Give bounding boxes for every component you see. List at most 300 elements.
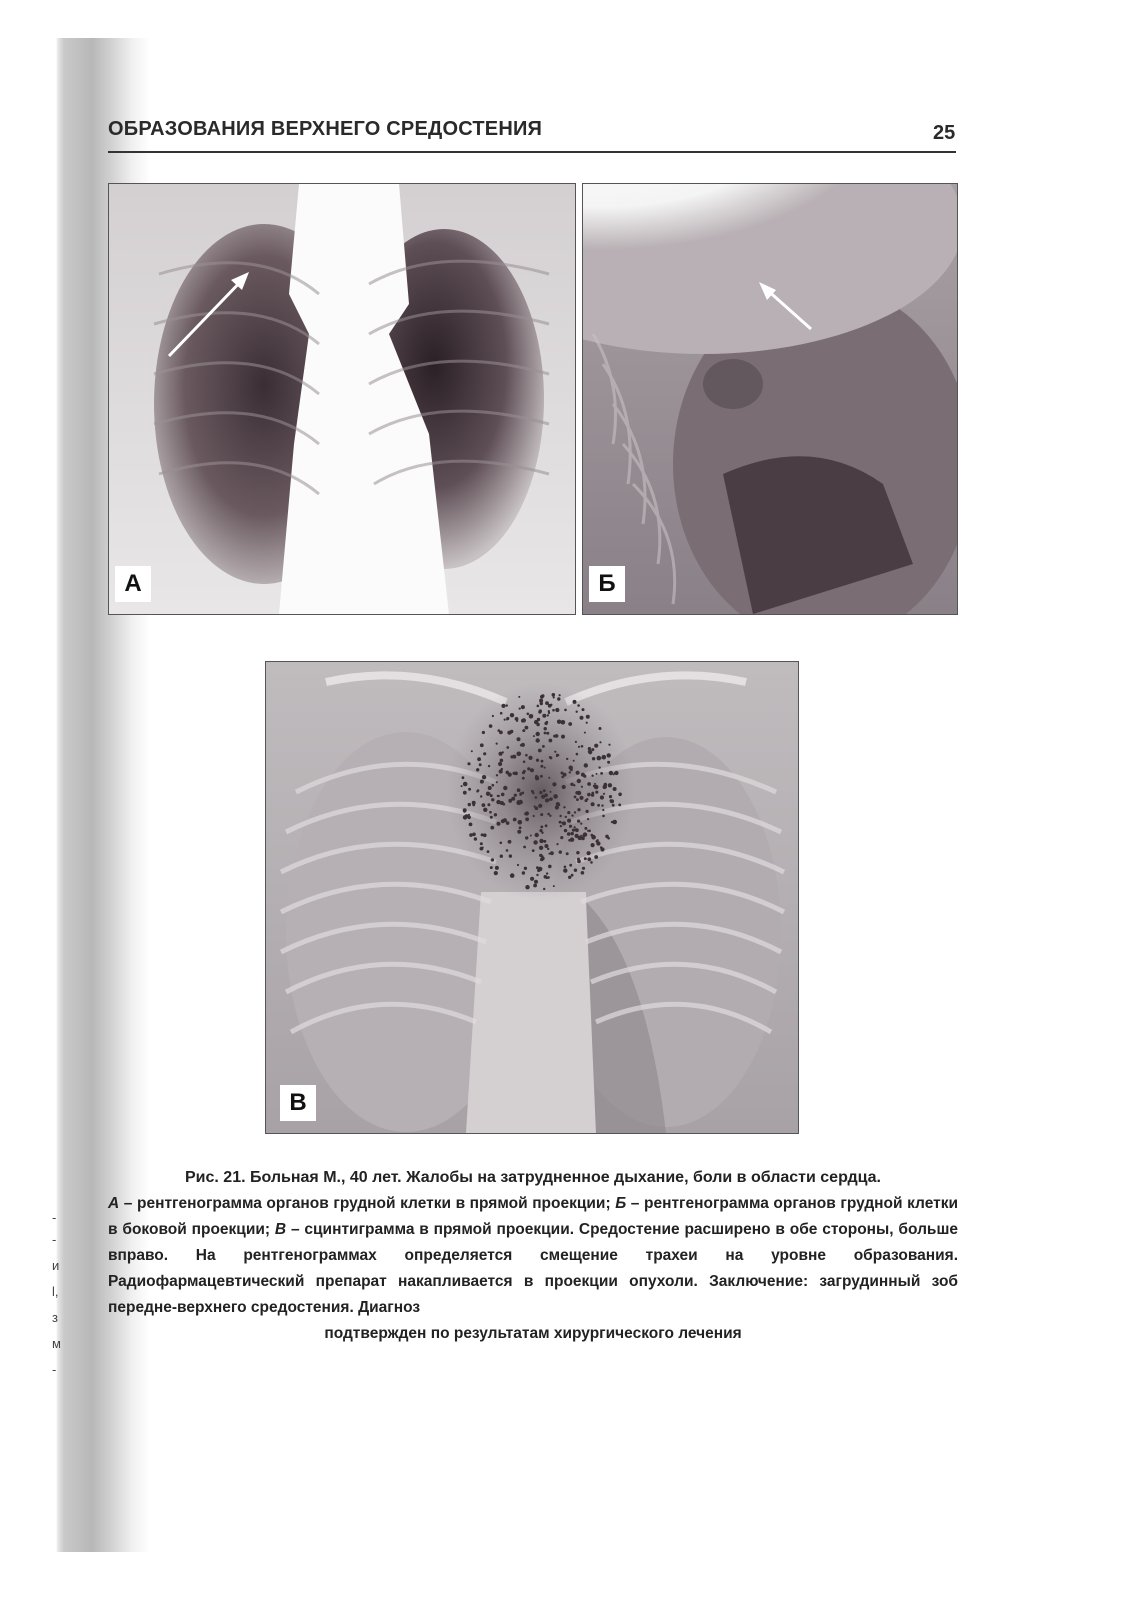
margin-mark: l, xyxy=(52,1284,59,1299)
tracer-dot xyxy=(545,845,548,848)
tracer-dot xyxy=(577,820,580,823)
tracer-dot xyxy=(533,735,535,737)
tracer-dot xyxy=(548,777,550,779)
tracer-dot xyxy=(522,771,525,774)
tracer-dot xyxy=(508,773,512,777)
tracer-dot xyxy=(496,800,500,804)
tracer-dot xyxy=(482,731,485,734)
tracer-dot xyxy=(525,726,529,730)
tracer-dot xyxy=(594,855,598,859)
tracer-dot xyxy=(480,743,484,747)
tracer-dot xyxy=(545,824,548,827)
tracer-dot xyxy=(549,756,552,759)
tracer-dot xyxy=(553,885,555,887)
tracer-dot xyxy=(500,712,503,715)
tracer-dot xyxy=(564,829,567,832)
tracer-dot xyxy=(564,709,567,712)
tracer-dot xyxy=(557,720,561,724)
tracer-dot xyxy=(612,804,615,807)
tracer-dot xyxy=(550,851,554,855)
tracer-dot xyxy=(570,768,573,771)
tracer-dot xyxy=(467,762,470,765)
tracer-dot xyxy=(510,713,514,717)
tracer-dot xyxy=(522,729,525,732)
tracer-dot xyxy=(480,780,484,784)
tracer-dot xyxy=(533,840,537,844)
tracer-dot xyxy=(544,767,546,769)
tracer-dot xyxy=(550,704,552,706)
tracer-dot xyxy=(552,709,555,712)
tracer-dot xyxy=(552,782,556,786)
tracer-dot xyxy=(462,776,465,779)
tracer-dot xyxy=(573,760,575,762)
tracer-dot xyxy=(587,782,591,786)
tracer-dot xyxy=(579,796,583,800)
tracer-dot xyxy=(543,789,546,792)
caption-letter-a: А xyxy=(108,1195,120,1212)
tracer-dot xyxy=(507,731,511,735)
tracer-dot xyxy=(549,815,551,817)
tracer-dot xyxy=(576,798,579,801)
tracer-dot xyxy=(572,829,575,832)
tracer-dot xyxy=(519,794,521,796)
tracer-dot xyxy=(555,708,559,712)
tracer-dot xyxy=(548,853,550,855)
tracer-dot xyxy=(571,814,573,816)
panel-label-b: Б xyxy=(589,566,625,602)
tracer-dot xyxy=(491,798,494,801)
caption-letter-b: Б xyxy=(615,1195,627,1212)
tracer-dot xyxy=(584,763,588,767)
panel-label-a: А xyxy=(115,566,151,602)
tracer-dot xyxy=(535,833,539,837)
tracer-dot xyxy=(618,804,621,807)
tracer-dot xyxy=(550,791,552,793)
tracer-dot xyxy=(586,798,588,800)
tracer-dot xyxy=(542,714,546,718)
tracer-dot xyxy=(613,787,617,791)
tracer-dot xyxy=(592,757,595,760)
tracer-dot xyxy=(601,804,603,806)
tracer-dot xyxy=(540,765,543,768)
tracer-dot xyxy=(524,812,527,815)
tracer-dot xyxy=(618,793,622,797)
tracer-dot xyxy=(548,865,552,869)
margin-mark: и xyxy=(52,1258,60,1273)
tracer-dot xyxy=(569,825,572,828)
running-header-title: ОБРАЗОВАНИЯ ВЕРХНЕГО СРЕДОСТЕНИЯ xyxy=(108,118,543,140)
tracer-dot xyxy=(518,696,520,698)
tracer-dot xyxy=(587,857,591,861)
tracer-dot xyxy=(591,843,595,847)
tracer-dot xyxy=(501,704,505,708)
tracer-dot xyxy=(535,775,538,778)
tracer-dot xyxy=(480,847,484,851)
tracer-dot xyxy=(539,791,542,794)
tracer-dot xyxy=(561,720,566,725)
tracer-dot xyxy=(582,867,585,870)
tracer-dot xyxy=(548,799,550,801)
tracer-dot xyxy=(591,802,595,806)
tracer-dot xyxy=(596,841,600,845)
tracer-dot xyxy=(529,714,534,719)
tracer-dot xyxy=(561,735,565,739)
tracer-dot xyxy=(472,801,476,805)
tracer-dot xyxy=(492,784,495,787)
tracer-dot xyxy=(584,732,586,734)
tracer-dot xyxy=(469,823,473,827)
tracer-dot xyxy=(512,755,516,759)
tracer-dot xyxy=(574,869,577,872)
tracer-dot xyxy=(576,711,578,713)
tracer-dot xyxy=(553,794,558,799)
tracer-dot xyxy=(556,843,558,845)
tracer-dot xyxy=(534,720,538,724)
tracer-dot xyxy=(566,758,568,760)
tracer-dot xyxy=(492,715,494,717)
tracer-dot xyxy=(540,813,543,816)
tracer-dot xyxy=(571,874,574,877)
caption-text-c: – сцинтиграмма в прямой проекции. Средостение расширено в обе стороны, больше вправо. На рентгенограммах определяется смещение трахеи на уровне образования. Радиофармацевтический препарат накапливается в проекции опухоли. Заключение: загрудинный зоб передне-верхнего средостения. Диагноз xyxy=(108,1221,958,1316)
tracer-dot xyxy=(463,782,468,787)
tracer-dot xyxy=(583,832,587,836)
tracer-dot xyxy=(547,813,550,816)
tracer-dot xyxy=(546,872,548,874)
tracer-dot xyxy=(569,864,572,867)
tracer-dot xyxy=(591,775,593,777)
margin-mark: - xyxy=(52,1362,57,1377)
tracer-dot xyxy=(542,745,545,748)
tracer-dot xyxy=(554,751,556,753)
tracer-dot xyxy=(499,731,503,735)
tracer-dot xyxy=(591,792,594,795)
tracer-dot xyxy=(557,754,559,756)
tracer-dot xyxy=(530,768,534,772)
tracer-dot xyxy=(570,783,573,786)
tracer-dot xyxy=(568,839,571,842)
tracer-dot xyxy=(517,864,519,866)
tracer-dot xyxy=(540,826,543,829)
tracer-dot xyxy=(494,871,498,875)
tracer-dot xyxy=(581,773,585,777)
tracer-dot xyxy=(568,722,572,726)
page-top-margin xyxy=(0,0,150,38)
page-bottom-margin xyxy=(0,1552,150,1600)
tracer-dot xyxy=(608,744,610,746)
tracer-dot xyxy=(556,802,560,806)
tracer-dot xyxy=(559,850,562,853)
tracer-dot xyxy=(519,708,521,710)
tracer-dot xyxy=(490,826,494,830)
page-number: 25 xyxy=(933,122,956,144)
tracer-dot xyxy=(525,885,529,889)
tracer-dot xyxy=(594,783,596,785)
tracer-dot xyxy=(573,700,577,704)
tracer-dot xyxy=(513,818,517,822)
tracer-dot xyxy=(518,800,523,805)
tracer-dot xyxy=(517,752,522,757)
tracer-dot xyxy=(544,875,548,879)
tracer-dot xyxy=(536,732,540,736)
tracer-dot xyxy=(490,816,493,819)
tracer-dot xyxy=(599,757,601,759)
tracer-dot xyxy=(586,715,590,719)
tracer-dot xyxy=(600,772,603,775)
tracer-dot xyxy=(497,795,499,797)
tracer-dot xyxy=(535,796,538,799)
tracer-dot xyxy=(483,752,486,755)
tracer-dot xyxy=(532,849,535,852)
tracer-dot xyxy=(543,840,546,843)
tracer-dot xyxy=(521,743,525,747)
tracer-dot xyxy=(613,773,615,775)
tracer-dot xyxy=(539,709,542,712)
tracer-dot xyxy=(501,793,505,797)
tracer-dot xyxy=(552,693,556,697)
tracer-dot xyxy=(525,817,529,821)
tracer-dot xyxy=(591,748,594,751)
tracer-dot xyxy=(587,851,591,855)
tracer-dot xyxy=(517,737,521,741)
tracer-dot xyxy=(544,727,547,730)
tracer-dot xyxy=(603,793,605,795)
tracer-dot xyxy=(600,847,604,851)
tracer-dot xyxy=(533,884,537,888)
tracer-dot xyxy=(504,719,506,721)
tracer-dot xyxy=(510,873,515,878)
tracer-dot xyxy=(544,732,547,735)
tracer-dot xyxy=(501,819,505,823)
tracer-dot xyxy=(577,704,580,707)
caption-text-a: – рентгенограмма органов грудной клетки в прямой проекции; xyxy=(119,1195,616,1212)
margin-mark: - xyxy=(52,1232,57,1247)
tracer-dot xyxy=(569,771,571,773)
tracer-dot xyxy=(547,714,549,716)
tracer-dot xyxy=(581,871,585,875)
tracer-dot xyxy=(534,880,538,884)
tracer-dot xyxy=(537,705,540,708)
tracer-dot xyxy=(521,705,525,709)
tracer-dot xyxy=(543,888,545,890)
scintigram-image xyxy=(266,662,798,1133)
tracer-dot xyxy=(541,855,544,858)
tracer-dot xyxy=(518,820,523,825)
tracer-dot xyxy=(536,866,539,869)
tracer-dot xyxy=(547,876,550,879)
tracer-dot xyxy=(513,772,516,775)
tracer-dot xyxy=(577,808,580,811)
tracer-dot xyxy=(545,701,549,705)
tracer-dot xyxy=(506,704,508,706)
tracer-dot xyxy=(506,821,510,825)
tracer-dot xyxy=(481,833,484,836)
tracer-dot xyxy=(544,793,548,797)
tracer-dot xyxy=(498,762,502,766)
tracer-dot xyxy=(517,788,521,792)
tracer-dot xyxy=(539,829,542,832)
tracer-dot xyxy=(500,855,503,858)
tracer-dot xyxy=(469,833,473,837)
tracer-dot xyxy=(555,734,559,738)
tracer-dot xyxy=(553,696,555,698)
tracer-dot xyxy=(540,858,544,862)
tracer-dot xyxy=(586,810,589,813)
tracer-dot xyxy=(491,858,494,861)
tracer-dot xyxy=(607,753,611,757)
tracer-dot xyxy=(564,866,567,869)
tracer-dot xyxy=(544,722,547,725)
tracer-dot xyxy=(576,771,580,775)
tracer-dot xyxy=(496,774,498,776)
tracer-dot xyxy=(463,810,466,813)
tracer-dot xyxy=(496,781,498,783)
tracer-dot xyxy=(501,768,503,770)
tracer-dot xyxy=(596,773,598,775)
tracer-dot xyxy=(471,750,473,752)
tracer-dot xyxy=(571,832,574,835)
tracer-dot xyxy=(597,804,600,807)
tracer-dot xyxy=(548,710,550,712)
tracer-dot xyxy=(563,806,565,808)
xray-frontal-panel xyxy=(108,183,576,615)
tracer-dot xyxy=(500,759,504,763)
tracer-dot xyxy=(488,765,490,767)
tracer-dot xyxy=(487,850,490,853)
tracer-dot xyxy=(497,822,501,826)
tracer-dot xyxy=(562,785,566,789)
tracer-dot xyxy=(536,738,540,742)
tracer-dot xyxy=(539,699,543,703)
tracer-dot xyxy=(587,830,589,832)
tracer-dot xyxy=(559,815,561,817)
tracer-dot xyxy=(599,727,602,730)
tracer-dot xyxy=(515,717,519,721)
tracer-dot xyxy=(574,811,576,813)
tracer-dot xyxy=(595,791,598,794)
tracer-dot xyxy=(508,799,512,803)
tracer-dot xyxy=(567,819,571,823)
tracer-dot xyxy=(527,713,530,716)
tracer-dot xyxy=(575,834,579,838)
margin-mark: м xyxy=(52,1336,61,1351)
tracer-dot xyxy=(468,788,471,791)
tracer-dot xyxy=(546,732,549,735)
tracer-dot xyxy=(549,739,553,743)
tracer-dot xyxy=(522,777,525,780)
tracer-dot xyxy=(538,804,542,808)
tracer-dot xyxy=(575,741,577,743)
tracer-dot xyxy=(509,854,512,857)
panel-label-c: В xyxy=(280,1085,316,1121)
tracer-dot xyxy=(575,828,579,832)
tracer-dot xyxy=(523,761,526,764)
tracer-dot xyxy=(587,818,589,820)
tracer-dot xyxy=(576,851,579,854)
tracer-dot xyxy=(587,793,591,797)
tracer-dot xyxy=(482,775,486,779)
tracer-dot xyxy=(524,867,527,870)
tracer-dot xyxy=(563,868,567,872)
tracer-dot xyxy=(611,821,613,823)
tracer-dot xyxy=(522,871,525,874)
tracer-dot xyxy=(502,751,504,753)
tracer-dot xyxy=(565,816,567,818)
tracer-dot xyxy=(600,795,604,799)
tracer-dot xyxy=(581,786,583,788)
tracer-dot xyxy=(608,783,612,787)
tracer-dot xyxy=(581,837,585,841)
tracer-dot xyxy=(479,763,482,766)
xray-lateral-panel xyxy=(582,183,958,615)
tracer-dot xyxy=(486,792,489,795)
tracer-dot xyxy=(578,746,580,748)
tracer-dot xyxy=(604,783,608,787)
tracer-dot xyxy=(588,750,592,754)
tracer-dot xyxy=(503,803,506,806)
tracer-dot xyxy=(576,753,579,756)
tracer-dot xyxy=(591,835,596,840)
tracer-dot xyxy=(599,741,601,743)
tracer-dot xyxy=(465,814,469,818)
tracer-dot xyxy=(536,874,538,876)
margin-mark: з xyxy=(52,1310,58,1325)
tracer-dot xyxy=(506,746,509,749)
tracer-dot xyxy=(463,791,467,795)
tracer-dot xyxy=(581,745,584,748)
tracer-dot xyxy=(490,794,493,797)
tracer-dot xyxy=(609,771,613,775)
tracer-dot xyxy=(574,826,576,828)
tracer-dot xyxy=(508,840,512,844)
margin-mark: - xyxy=(52,1210,57,1225)
tracer-dot xyxy=(539,839,543,843)
tracer-dot xyxy=(534,805,536,807)
tracer-dot xyxy=(525,836,528,839)
tracer-dot xyxy=(586,722,588,724)
tracer-dot xyxy=(584,827,587,830)
tracer-dot xyxy=(530,835,532,837)
tracer-dot xyxy=(477,757,481,761)
tracer-dot xyxy=(560,825,562,827)
figure-caption xyxy=(108,1165,958,1347)
tracer-dot xyxy=(532,792,534,794)
xray-lateral-image xyxy=(583,184,957,614)
scintigram-panel xyxy=(265,661,799,1134)
tracer-dot xyxy=(547,848,549,850)
tracer-dot xyxy=(607,837,610,840)
tracer-dot xyxy=(582,708,585,711)
tracer-dot xyxy=(490,866,493,869)
caption-body xyxy=(108,1191,958,1321)
tracer-dot xyxy=(525,754,528,757)
tracer-dot xyxy=(477,789,480,792)
tracer-dot xyxy=(574,796,577,799)
tracer-dot xyxy=(559,694,561,696)
tracer-dot xyxy=(536,759,539,762)
tracer-dot xyxy=(528,756,532,760)
tracer-dot xyxy=(590,861,593,864)
caption-letter-c: В xyxy=(274,1221,287,1238)
tracer-dot xyxy=(568,876,571,879)
tracer-dot xyxy=(609,795,612,798)
tracer-dot xyxy=(607,761,610,764)
tracer-dot xyxy=(562,821,566,825)
tracer-dot xyxy=(487,803,490,806)
tracer-dot xyxy=(602,815,605,818)
header-rule xyxy=(108,151,956,153)
tracer-dot xyxy=(563,773,567,777)
tracer-dot xyxy=(476,768,479,771)
